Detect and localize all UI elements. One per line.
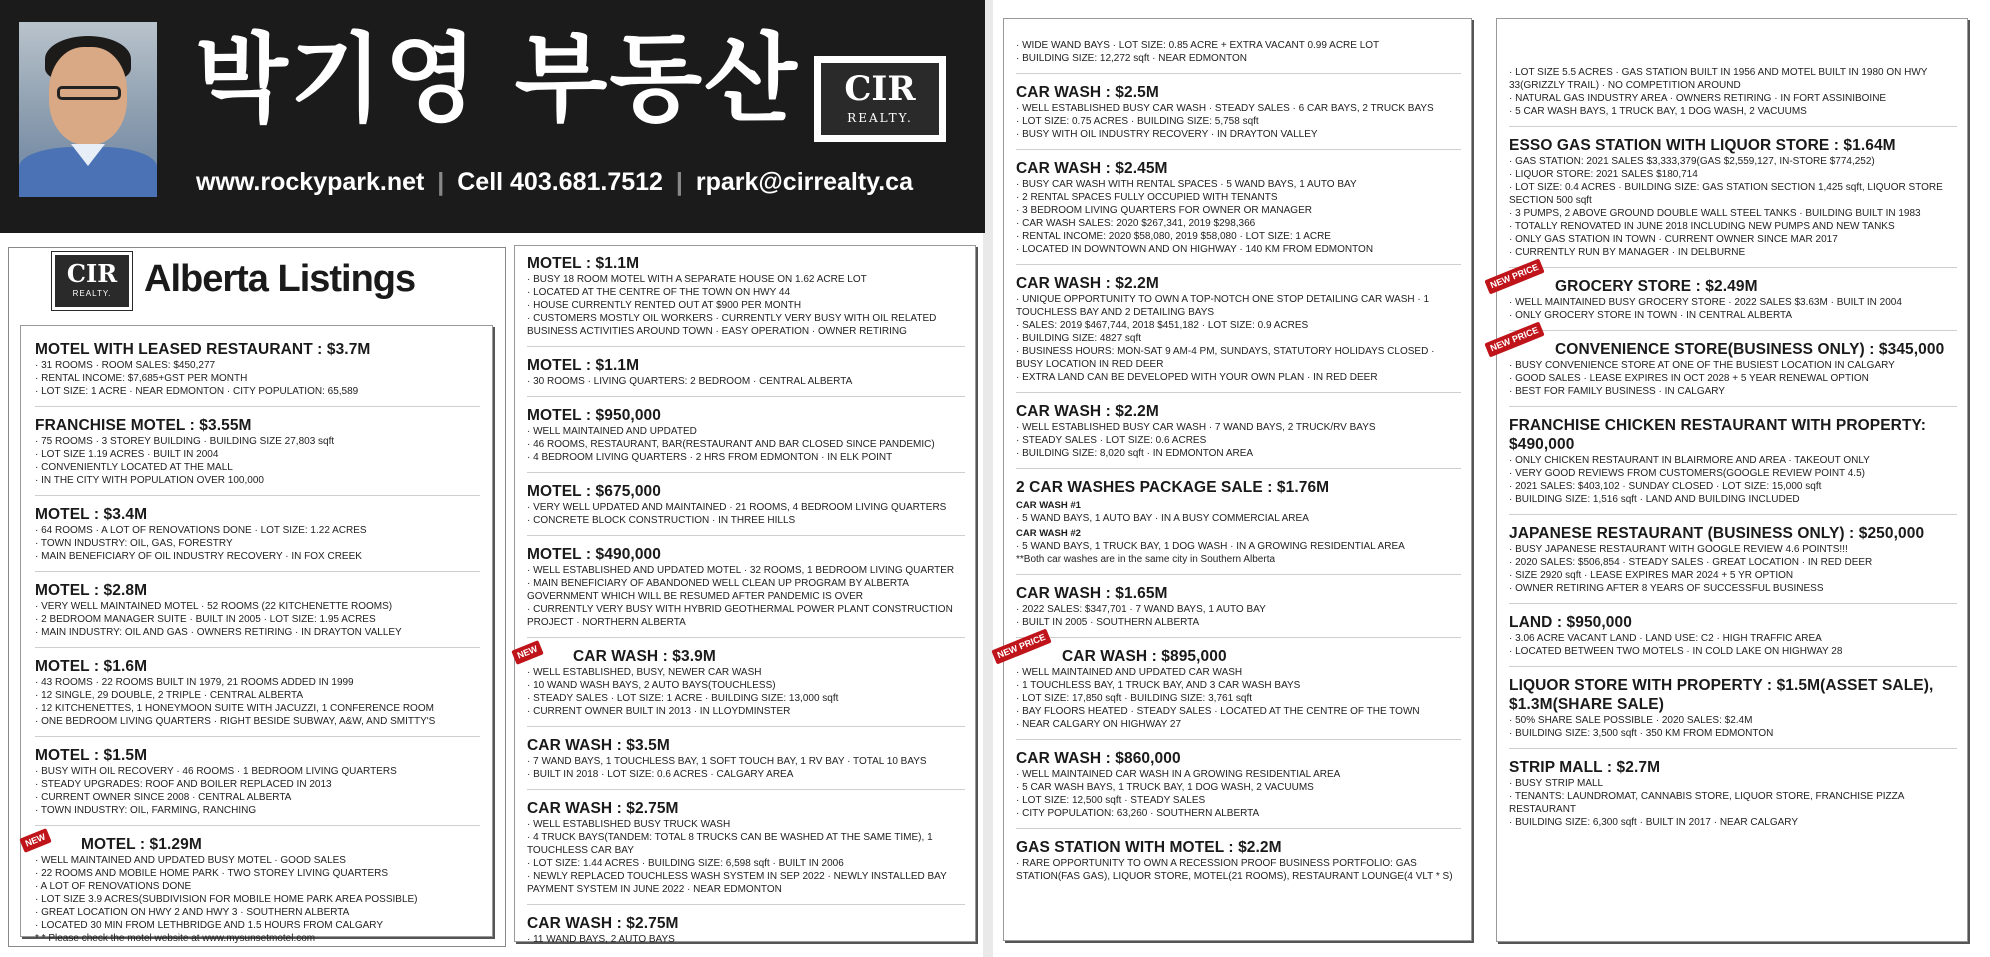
listing-title: FRANCHISE MOTEL : $3.55M bbox=[35, 417, 252, 434]
logo-subtext: REALTY. bbox=[847, 111, 913, 125]
new-badge: NEW bbox=[19, 828, 52, 853]
listing-title: GROCERY STORE : $2.49M bbox=[1555, 278, 1758, 295]
listing-column-2 bbox=[514, 245, 976, 945]
listing-item bbox=[1016, 584, 1461, 638]
listing-details: · VERY WELL MAINTAINED MOTEL · 52 ROOMS (22 KITCHENETTE ROOMS) · 2 BEDROOM MANAGER SUITE · BUILT IN 2005 · LOT SIZE: 1.95 ACRES · MAIN INDUSTRY: OIL AND GAS · OWNERS RETIRING · IN DRAYTON VALLEY bbox=[35, 601, 402, 638]
listing-title: CAR WASH : $860,000 bbox=[1016, 750, 1181, 767]
listing-item bbox=[527, 406, 965, 473]
listing-details: · BUSY JAPANESE RESTAURANT WITH GOOGLE REVIEW 4.6 POINTS!!! · 2020 SALES: $506,854 · STEADY SALES · GREAT LOCATION · IN RED DEER · SIZE 2920 sqft · LEASE EXPIRES MAR 2024 + 5 YR OPTION · OWNER RETIRING AFTER 8 YEARS OF SUCCESSFUL BUSINESS bbox=[1509, 544, 1873, 594]
sub-listing-details: · 5 WAND BAYS, 1 AUTO BAY · IN A BUSY COMMERCIAL AREA bbox=[1016, 513, 1309, 524]
listing-title: LIQUOR STORE WITH PROPERTY : $1.5M(ASSET SALE), $1.3M(SHARE SALE) bbox=[1509, 677, 1934, 713]
listing-details: · 7 WAND BAYS, 1 TOUCHLESS BAY, 1 SOFT TOUCH BAY, 1 RV BAY · TOTAL 10 BAYS · BUILT IN 2018 · LOT SIZE: 0.6 ACRES · CALGARY AREA bbox=[527, 756, 927, 780]
listing-title: LAND : $950,000 bbox=[1509, 614, 1632, 631]
listing-item bbox=[527, 482, 965, 536]
listing-details: · 30 ROOMS · LIVING QUARTERS: 2 BEDROOM · CENTRAL ALBERTA bbox=[527, 376, 853, 387]
listing-item bbox=[35, 746, 480, 826]
section-title: Alberta Listings bbox=[144, 258, 416, 300]
listing-details: · WIDE WAND BAYS · LOT SIZE: 0.85 ACRE + EXTRA VACANT 0.99 ACRE LOT · BUILDING SIZE: 12,272 sqft · NEAR EDMONTON bbox=[1016, 40, 1380, 64]
listing-details: · 11 WAND BAYS, 2 AUTO BAYS bbox=[527, 934, 675, 945]
listing-title: MOTEL : $490,000 bbox=[527, 546, 661, 563]
listing-title: CAR WASH : $3.5M bbox=[527, 737, 670, 754]
agent-header-banner bbox=[0, 0, 985, 233]
listing-title: MOTEL WITH LEASED RESTAURANT : $3.7M bbox=[35, 341, 371, 358]
listing-item bbox=[35, 657, 480, 737]
logo-text: CIR bbox=[66, 259, 118, 288]
listing-column-4 bbox=[1488, 18, 1968, 942]
listing-title: JAPANESE RESTAURANT (BUSINESS ONLY) : $250,000 bbox=[1509, 525, 1925, 542]
listing-title: MOTEL : $1.1M bbox=[527, 357, 640, 374]
listing-details: · 3.06 ACRE VACANT LAND · LAND USE: C2 · HIGH TRAFFIC AREA · LOCATED BETWEEN TWO MOTELS · IN COLD LAKE ON HIGHWAY 28 bbox=[1509, 633, 1843, 657]
listing-title: CAR WASH : $1.65M bbox=[1016, 585, 1168, 602]
listing-details: · UNIQUE OPPORTUNITY TO OWN A TOP-NOTCH ONE STOP DETAILING CAR WASH · 1 TOUCHLESS BAY AND 2 DETAILING BAYS · SALES: 2019 $467,744, 2018 $451,182 · LOT SIZE: 0.9 ACRES · BUILDING SIZE: 4827 sqft · BUSINESS HOURS: MON-SAT 9 AM-4 PM, SUNDAYS, STATUTORY HOLIDAYS CLOSED · BUSY LOCATION IN RED DEER · EXTRA LAND CAN BE DEVELOPED WITH YOUR OWN PLAN · IN RED DEER bbox=[1016, 294, 1435, 383]
listing-item bbox=[527, 736, 965, 790]
listing-item bbox=[515, 643, 965, 727]
listing-item bbox=[527, 914, 965, 954]
listing-title: 2 CAR WASHES PACKAGE SALE : $1.76M bbox=[1016, 479, 1330, 496]
sub-listing-details: · 5 WAND BAYS, 1 TRUCK BAY, 1 DOG WASH · IN A GROWING RESIDENTIAL AREA **Both car washes are in the same city in Southern Alberta bbox=[1016, 541, 1405, 565]
website-link[interactable]: www.rockypark.net bbox=[196, 168, 425, 196]
cir-realty-small-logo bbox=[52, 252, 132, 310]
listing-item bbox=[35, 416, 480, 496]
listing-title: MOTEL : $950,000 bbox=[527, 407, 661, 424]
listing-item bbox=[1509, 524, 1957, 604]
agent-photo bbox=[19, 22, 157, 184]
listing-title: MOTEL : $675,000 bbox=[527, 483, 661, 500]
listing-details: · WELL ESTABLISHED BUSY TRUCK WASH · 4 TRUCK BAYS(TANDEM: TOTAL 8 TRUCKS CAN BE WASHED AT THE SAME TIME), 1 TOUCHLESS CAR BAY · LOT SIZE: 1.44 ACRES · BUILDING SIZE: 6,598 sqft · BUILT IN 2006 · NEWLY REPLACED TOUCHLESS WASH SYSTEM IN SEP 2022 · NEWLY INSTALLED BAY PAYMENT SYSTEM IN JUNE 2022 · NEAR EDMONTON bbox=[527, 819, 947, 895]
listing-column-3 bbox=[995, 18, 1472, 941]
listing-title: MOTEL : $1.1M bbox=[527, 255, 640, 272]
listing-details: · 43 ROOMS · 22 ROOMS BUILT IN 1979, 21 ROOMS ADDED IN 1999 · 12 SINGLE, 29 DOUBLE, 2 TRIPLE · CENTRAL ALBERTA · 12 KITCHENETTES, 1 HONEYMOON SUITE WITH JACUZZI, 1 CONFERENCE ROOM · ONE BEDROOM LIVING QUARTERS · RIGHT BESIDE SUBWAY, A&W, AND SMITTY'S bbox=[35, 677, 436, 727]
listing-item bbox=[527, 545, 965, 638]
listing-details: · ONLY CHICKEN RESTAURANT IN BLAIRMORE AND AREA · TAKEOUT ONLY · VERY GOOD REVIEWS FROM CUSTOMERS(GOOGLE REVIEW POINT 4.5) · 2021 SALES: $403,102 · SUNDAY CLOSED · LOT SIZE: 15,000 sqft · BUILDING SIZE: 1,516 sqft · LAND AND BUILDING INCLUDED bbox=[1509, 455, 1870, 505]
logo-text: CIR bbox=[844, 69, 916, 109]
listing-title: FRANCHISE CHICKEN RESTAURANT WITH PROPERTY: $490,000 bbox=[1509, 417, 1927, 453]
listing-item bbox=[1016, 749, 1461, 829]
listing-title: MOTEL : $1.6M bbox=[35, 658, 148, 675]
listing-item bbox=[1509, 676, 1957, 749]
listing-item bbox=[23, 831, 480, 953]
listing-details: · BUSY WITH OIL RECOVERY · 46 ROOMS · 1 BEDROOM LIVING QUARTERS · STEADY UPGRADES: ROOF AND BOILER REPLACED IN 2013 · CURRENT OWNER SINCE 2008 · CENTRAL ALBERTA · TOWN INDUSTRY: OIL, FARMING, RANCHING bbox=[35, 766, 397, 816]
new-price-badge: NEW PRICE bbox=[991, 628, 1051, 664]
listing-details: · WELL ESTABLISHED BUSY CAR WASH · 7 WAND BAYS, 2 TRUCK/RV BAYS · STEADY SALES · LOT SIZE: 0.6 ACRES · BUILDING SIZE: 8,020 sqft · IN EDMONTON AREA bbox=[1016, 422, 1376, 459]
listing-item bbox=[1509, 66, 1957, 127]
listing-title: CAR WASH : $2.75M bbox=[527, 800, 679, 817]
listing-item bbox=[1016, 402, 1461, 469]
listing-details: · LOT SIZE 5.5 ACRES · GAS STATION BUILT IN 1956 AND MOTEL BUILT IN 1980 ON HWY 33(GRIZZLY TRAIL) · NO COMPETITION AROUND · NATURAL GAS INDUSTRY AREA · OWNERS RETIRING · IN FORT ASSINIBOINE · 5 CAR WASH BAYS, 1 TRUCK BAY, 1 DOG WASH, 2 VACUUMS bbox=[1509, 67, 1928, 117]
listing-item bbox=[1016, 83, 1461, 150]
listing-title: MOTEL : $3.4M bbox=[35, 506, 148, 523]
listing-details: · BUSY STRIP MALL · TENANTS: LAUNDROMAT, CANNABIS STORE, LIQUOR STORE, FRANCHISE PIZZA RESTAURANT · BUILDING SIZE: 6,300 sqft · BUILT IN 2017 · NEAR CALGARY bbox=[1509, 778, 1904, 828]
sub-listing-name: CAR WASH #2 bbox=[1016, 528, 1081, 539]
listing-item bbox=[35, 581, 480, 648]
listing-details: · 64 ROOMS · A LOT OF RENOVATIONS DONE · LOT SIZE: 1.22 ACRES · TOWN INDUSTRY: OIL, GAS, FORESTRY · MAIN BENEFICIARY OF OIL INDUSTRY RECOVERY · IN FOX CREEK bbox=[35, 525, 367, 562]
listing-title: MOTEL : $1.29M bbox=[81, 836, 202, 853]
listing-title: CAR WASH : $3.9M bbox=[573, 648, 716, 665]
listing-item bbox=[527, 356, 965, 397]
listing-title: CAR WASH : $2.75M bbox=[527, 915, 679, 932]
listing-item bbox=[527, 799, 965, 905]
listing-details: · BUSY CAR WASH WITH RENTAL SPACES · 5 WAND BAYS, 1 AUTO BAY · 2 RENTAL SPACES FULLY OCCUPIED WITH TENANTS · 3 BEDROOM LIVING QUARTERS FOR OWNER OR MANAGER · CAR WASH SALES: 2020 $267,341, 2019 $298,366 · RENTAL INCOME: 2020 $58,080, 2019 $58,080 · LOT SIZE: 1 ACRE · LOCATED IN DOWNTOWN AND ON HIGHWAY · 140 KM FROM EDMONTON bbox=[1016, 179, 1374, 255]
new-price-badge: NEW PRICE bbox=[1484, 321, 1544, 357]
listing-title: CONVENIENCE STORE(BUSINESS ONLY) : $345,000 bbox=[1555, 341, 1945, 358]
cell-phone: Cell 403.681.7512 bbox=[457, 168, 663, 196]
listing-item bbox=[1509, 416, 1957, 515]
logo-subtext: REALTY. bbox=[72, 289, 112, 298]
listing-title: MOTEL : $2.8M bbox=[35, 582, 148, 599]
listing-title: CAR WASH : $895,000 bbox=[1062, 648, 1227, 665]
listing-item bbox=[527, 254, 965, 347]
listing-details: · WELL MAINTAINED CAR WASH IN A GROWING RESIDENTIAL AREA · 5 CAR WASH BAYS, 1 TRUCK BAY, 1 DOG WASH, 2 VACUUMS · LOT SIZE: 12,500 sqft · STEADY SALES · CITY POPULATION: 63,260 · SOUTHERN ALBERTA bbox=[1016, 769, 1341, 819]
cir-realty-logo bbox=[814, 56, 946, 142]
listing-details: · WELL MAINTAINED BUSY GROCERY STORE · 2022 SALES $3.63M · BUILT IN 2004 · ONLY GROCERY STORE IN TOWN · IN CENTRAL ALBERTA bbox=[1509, 297, 1902, 321]
listing-item bbox=[1488, 261, 1957, 331]
listing-details: · WELL MAINTAINED AND UPDATED CAR WASH · 1 TOUCHLESS BAY, 1 TRUCK BAY, AND 3 CAR WASH BAYS · LOT SIZE: 17,850 sqft · BUILDING SIZE: 3,761 sqft · BAY FLOORS HEATED · STEADY SALES · LOCATED AT THE CENTRE OF THE TOWN · NEAR CALGARY ON HIGHWAY 27 bbox=[1016, 667, 1420, 730]
contact-line bbox=[196, 168, 913, 197]
sub-listing-name: CAR WASH #1 bbox=[1016, 500, 1081, 511]
listing-item bbox=[1488, 324, 1957, 407]
listing-details: · WELL ESTABLISHED BUSY CAR WASH · STEADY SALES · 6 CAR BAYS, 2 TRUCK BAYS · LOT SIZE: 0.75 ACRES · BUILDING SIZE: 5,758 sqft · BUSY WITH OIL INDUSTRY RECOVERY · IN DRAYTON VALLEY bbox=[1016, 103, 1434, 140]
listing-details: · GAS STATION: 2021 SALES $3,333,379(GAS $2,559,127, IN-STORE $774,252) · LIQUOR STORE: 2021 SALES $180,714 · LOT SIZE: 0.4 ACRES · BUILDING SIZE: GAS STATION SECTION 1,425 sqft, LIQUOR STORE SECTION 500 sqft · 3 PUMPS, 2 ABOVE GROUND DOUBLE WALL STEEL TANKS · BUILDING BUILT IN 1983 · TOTALLY RENOVATED IN JUNE 2018 INCLUDING NEW PUMPS AND NEW TANKS · ONLY GAS STATION IN TOWN · CURRENT OWNER SINCE MAR 2017 · CURRENTLY RUN BY MANAGER · IN DELBURNE bbox=[1509, 156, 1943, 258]
listing-details: · WELL MAINTAINED AND UPDATED · 46 ROOMS, RESTAURANT, BAR(RESTAURANT AND BAR CLOSED SINCE PANDEMIC) · 4 BEDROOM LIVING QUARTERS · 2 HRS FROM EDMONTON · IN ELK POINT bbox=[527, 426, 935, 463]
listing-details: · VERY WELL UPDATED AND MAINTAINED · 21 ROOMS, 4 BEDROOM LIVING QUARTERS · CONCRETE BLOCK CONSTRUCTION · IN THREE HILLS bbox=[527, 502, 947, 526]
listing-item bbox=[1509, 613, 1957, 667]
listing-item bbox=[1509, 758, 1957, 837]
listing-details: · 50% SHARE SALE POSSIBLE · 2020 SALES: $2.4M · BUILDING SIZE: 3,500 sqft · 350 KM FROM EDMONTON bbox=[1509, 715, 1774, 739]
listing-item bbox=[1016, 274, 1461, 393]
listing-item bbox=[1016, 39, 1461, 74]
listing-item bbox=[1016, 838, 1461, 891]
listing-details: · WELL ESTABLISHED AND UPDATED MOTEL · 32 ROOMS, 1 BEDROOM LIVING QUARTER · MAIN BENEFICIARY OF ABANDONED WELL CLEAN UP PROGRAM BY ALBERTA GOVERNMENT WHICH WILL BE RESUMED AFTER PANDEMIC IS OVER · CURRENTLY VERY BUSY WITH HYBRID GEOTHERMAL POWER PLANT CONSTRUCTION PROJECT · NORTHERN ALBERTA bbox=[527, 565, 955, 628]
listing-title: ESSO GAS STATION WITH LIQUOR STORE : $1.64M bbox=[1509, 137, 1896, 154]
separator: | bbox=[437, 168, 445, 196]
listing-title: MOTEL : $1.5M bbox=[35, 747, 148, 764]
listing-details: · WELL ESTABLISHED, BUSY, NEWER CAR WASH · 10 WAND WASH BAYS, 2 AUTO BAYS(TOUCHLESS) · STEADY SALES · LOT SIZE: 1 ACRE · BUILDING SIZE: 13,000 sqft · CURRENT OWNER BUILT IN 2013 · IN LLOYDMINSTER bbox=[527, 667, 839, 717]
listing-item bbox=[995, 631, 1461, 740]
listing-item bbox=[1016, 478, 1461, 575]
new-badge: NEW bbox=[511, 640, 544, 665]
listing-details: · 31 ROOMS · ROOM SALES: $450,277 · RENTAL INCOME: $7,685+GST PER MONTH · LOT SIZE: 1 ACRE · NEAR EDMONTON · CITY POPULATION: 65,589 bbox=[35, 360, 359, 397]
email-link[interactable]: rpark@cirrealty.ca bbox=[695, 168, 913, 196]
listing-title: STRIP MALL : $2.7M bbox=[1509, 759, 1661, 776]
separator: | bbox=[675, 168, 683, 196]
listing-details: · WELL MAINTAINED AND UPDATED BUSY MOTEL · GOOD SALES · 22 ROOMS AND MOBILE HOME PARK · TWO STOREY LIVING QUARTERS · A LOT OF RENOVATIONS DONE · LOT SIZE 3.9 ACRES(SUBDIVISION FOR MOBILE HOME PARK AREA POSSIBLE) · GREAT LOCATION ON HWY 2 AND HWY 3 · SOUTHERN ALBERTA · LOCATED 30 MIN FROM LETHBRIDGE AND 1.5 HOURS FROM CALGARY * * Please check the motel website at www.mysunsetmotel.com bbox=[35, 855, 418, 944]
listing-title: CAR WASH : $2.2M bbox=[1016, 403, 1159, 420]
listing-details: · BUSY CONVENIENCE STORE AT ONE OF THE BUSIEST LOCATION IN CALGARY · GOOD SALES · LEASE EXPIRES IN OCT 2028 + 5 YEAR RENEWAL OPTION · BEST FOR FAMILY BUSINESS · IN CALGARY bbox=[1509, 360, 1895, 397]
listing-item bbox=[35, 340, 480, 407]
listing-item bbox=[35, 505, 480, 572]
listing-title: CAR WASH : $2.5M bbox=[1016, 84, 1159, 101]
listing-title: CAR WASH : $2.2M bbox=[1016, 275, 1159, 292]
agent-name-korean: 박기영 부동산 bbox=[195, 23, 799, 135]
new-price-badge: NEW PRICE bbox=[1484, 258, 1544, 294]
listing-details: · BUSY 18 ROOM MOTEL WITH A SEPARATE HOUSE ON 1.62 ACRE LOT · LOCATED AT THE CENTRE OF THE TOWN ON HWY 44 · HOUSE CURRENTLY RENTED OUT AT $900 PER MONTH · CUSTOMERS MOSTLY OIL WORKERS · CURRENTLY VERY BUSY WITH OIL RELATED BUSINESS ACTIVITIES AROUND TOWN · EASY OPERATION · OWNER RETIRING bbox=[527, 274, 937, 337]
listing-details: · 2022 SALES: $347,701 · 7 WAND BAYS, 1 AUTO BAY · BUILT IN 2005 · SOUTHERN ALBERTA bbox=[1016, 604, 1266, 628]
listing-title: CAR WASH : $2.45M bbox=[1016, 160, 1168, 177]
listing-item bbox=[1509, 136, 1957, 268]
listing-item bbox=[1016, 159, 1461, 265]
listing-details: · RARE OPPORTUNITY TO OWN A RECESSION PROOF BUSINESS PORTFOLIO: GAS STATION(FAS GAS), LIQUOR STORE, MOTEL(21 ROOMS), RESTAURANT LOUNGE(4 VLT * S) bbox=[1016, 858, 1453, 882]
listing-title: GAS STATION WITH MOTEL : $2.2M bbox=[1016, 839, 1282, 856]
listing-details: · 75 ROOMS · 3 STOREY BUILDING · BUILDING SIZE 27,803 sqft · LOT SIZE 1.19 ACRES · BUILT IN 2004 · CONVENIENTLY LOCATED AT THE MALL · IN THE CITY WITH POPULATION OVER 100,000 bbox=[35, 436, 335, 486]
listing-column-1 bbox=[20, 325, 493, 944]
